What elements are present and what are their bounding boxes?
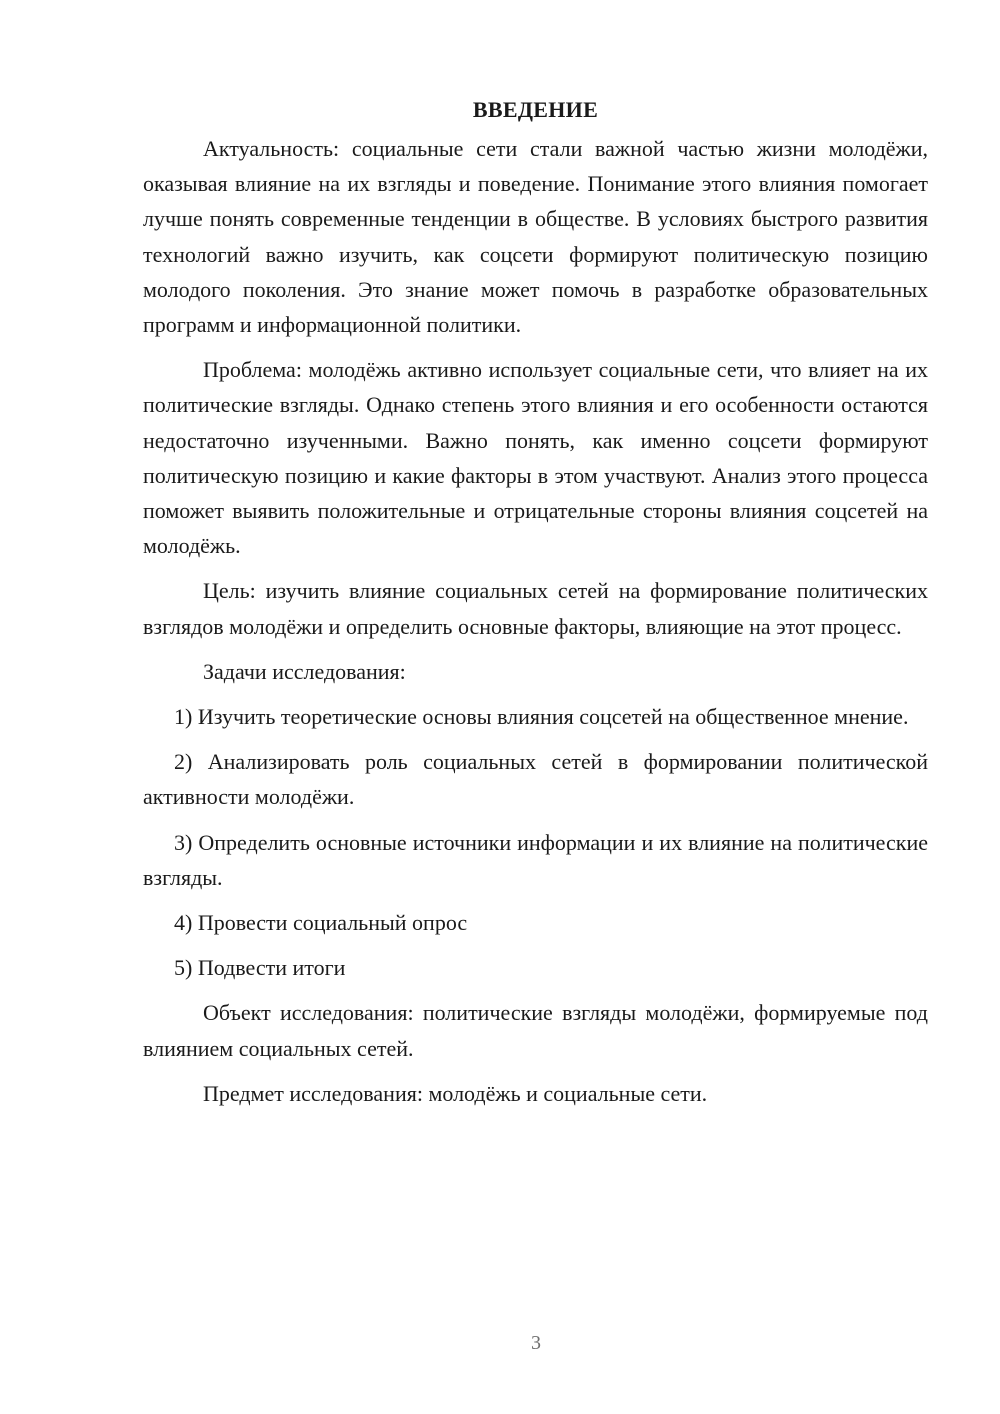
- goal-paragraph: Цель: изучить влияние социальных сетей на формирование политических взглядов молодёжи и определить основные факторы, влияющие на этот процесс.: [143, 578, 928, 639]
- task-item-4: 4) Провести социальный опрос: [174, 910, 468, 936]
- task-item-3: 3) Определить основные источники информации и их влияние на политические взгляды.: [143, 829, 928, 890]
- problem-paragraph: Проблема: молодёжь активно использует социальные сети, что влияет на их политические взгляды. Однако степень этого влияния и его особенности остаются недостаточно изученными. Важно понять, как именно соцсети формируют политическую позицию и какие факторы в этом участвуют. Анализ этого процесса поможет выявить положительные и отрицательные стороны влияния соцсетей на молодёжь.: [143, 357, 928, 559]
- tasks-heading: Задачи исследования:: [203, 658, 406, 684]
- object-paragraph: Объект исследования: политические взгляды молодёжи, формируемые под влиянием социальных сетей.: [143, 1000, 928, 1061]
- relevance-paragraph: Актуальность: социальные сети стали важной частью жизни молодёжи, оказывая влияние на их взгляды и поведение. Понимание этого влияния помогает лучше понять современные тенденции в обществе. В условиях быстрого развития технологий важно изучить, как соцсети формируют политическую позицию молодого поколения. Это знание может помочь в разработке образовательных программ и информационной политики.: [143, 136, 928, 338]
- task-item-1: 1) Изучить теоретические основы влияния соцсетей на общественное мнение.: [174, 704, 909, 730]
- task-item-2: 2) Анализировать роль социальных сетей в формировании политической активности молодёжи.: [143, 749, 928, 810]
- section-title: ВВЕДЕНИЕ: [472, 97, 599, 122]
- task-item-5: 5) Подвести итоги: [174, 955, 346, 981]
- page-content: [143, 92, 928, 1121]
- page-number: 3: [531, 1332, 541, 1354]
- subject-paragraph: Предмет исследования: молодёжь и социальные сети.: [203, 1080, 708, 1106]
